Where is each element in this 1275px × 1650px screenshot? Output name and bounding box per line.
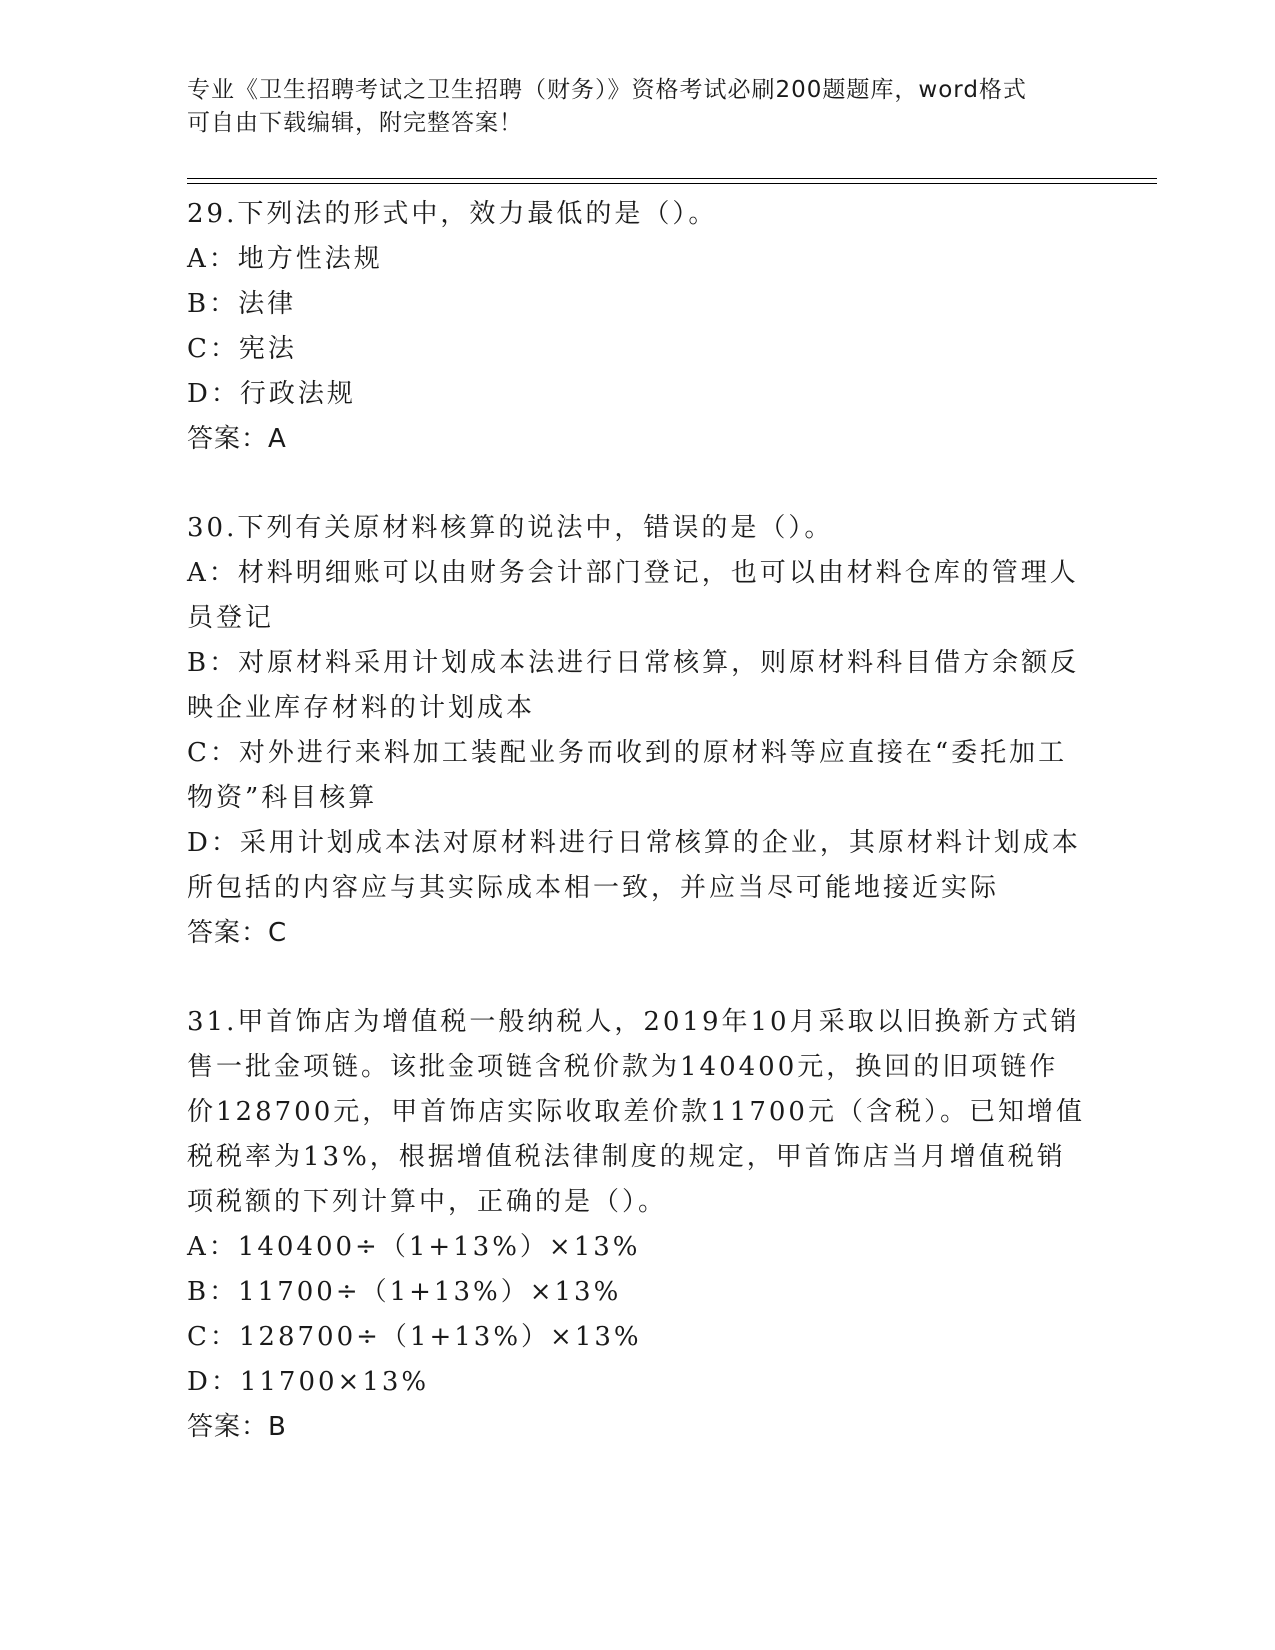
answer-label: 答案：C (187, 918, 288, 948)
header-divider-top (187, 178, 1157, 179)
question-list (187, 192, 1087, 1450)
option-b: B：11700÷（1+13%）×13% (187, 1277, 622, 1307)
option-c: C：对外进行来料加工装配业务而收到的原材料等应直接在“委托加工物资”科目核算 (187, 738, 1068, 813)
question-stem: 30.下列有关原材料核算的说法中，错误的是（）。 (187, 513, 834, 543)
question-29 (187, 192, 1087, 462)
answer-label: 答案：A (187, 424, 287, 454)
option-d: D：11700×13% (187, 1367, 430, 1397)
question-stem: 29.下列法的形式中，效力最低的是（）。 (187, 199, 718, 229)
header-line-1: 专业《卫生招聘考试之卫生招聘（财务）》资格考试必刷200题题库，word格式 (187, 77, 1027, 103)
header-line-2: 可自由下载编辑，附完整答案！ (187, 110, 523, 136)
option-a: A：140400÷（1+13%）×13% (187, 1232, 641, 1262)
option-b: B：法律 (187, 289, 297, 319)
option-d: D：行政法规 (187, 379, 356, 409)
question-30 (187, 506, 1087, 956)
option-a: A：地方性法规 (187, 244, 383, 274)
option-c: C：128700÷（1+13%）×13% (187, 1322, 642, 1352)
option-d: D：采用计划成本法对原材料进行日常核算的企业，其原材料计划成本所包括的内容应与其实际成本相一致，并应当尽可能地接近实际 (187, 828, 1081, 903)
option-c: C：宪法 (187, 334, 297, 364)
option-b: B：对原材料采用计划成本法进行日常核算，则原材料科目借方余额反映企业库存材料的计划成本 (187, 648, 1080, 723)
question-stem: 31.甲首饰店为增值税一般纳税人，2019年10月采取以旧换新方式销售一批金项链。该批金项链含税价款为140400元，换回的旧项链作价128700元，甲首饰店实际收取差价款11700元（含税）。已知增值税税率为13%，根据增值税法律制度的规定，甲首饰店当月增值税销项税额的下列计算中，正确的是（）。 (187, 1007, 1085, 1217)
answer-label: 答案：B (187, 1412, 287, 1442)
question-31 (187, 1000, 1087, 1450)
option-a: A：材料明细账可以由财务会计部门登记，也可以由材料仓库的管理人员登记 (187, 558, 1079, 633)
document-header (187, 74, 1087, 140)
header-divider-bottom (187, 183, 1157, 184)
